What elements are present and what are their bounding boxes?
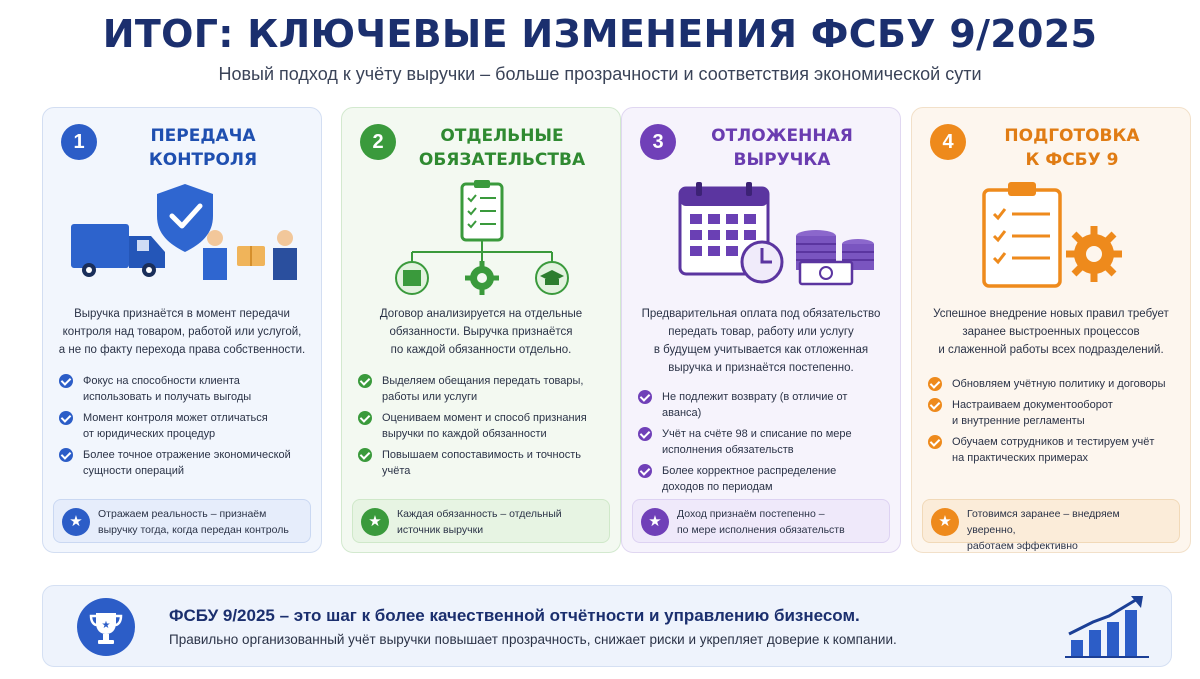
- check-icon: [358, 374, 372, 388]
- list-item: Более точное отражение экономической сущности операций: [59, 447, 309, 479]
- check-icon: [638, 464, 652, 478]
- list-item: Обновляем учётную политику и договоры: [928, 376, 1178, 392]
- footer-text: Правильно организованный учёт выручки повышает прозрачность, снижает риски и укрепляет доверие к компании.: [169, 632, 897, 647]
- card-description: Предварительная оплата под обязательство передать товар, работу или услугу в будущем учитывается как отложенная выручка и признаётся постепенно.: [641, 308, 881, 374]
- card-number-badge: 4: [930, 124, 966, 160]
- card-separate-obligations: [341, 107, 621, 553]
- card-illustration: [53, 178, 313, 398]
- star-icon: ★: [361, 508, 389, 536]
- card-preparation: [911, 107, 1191, 553]
- check-icon: [358, 448, 372, 462]
- card-bullet-list: [638, 389, 888, 500]
- page-subtitle: Новый подход к учёту выручки – больше прозрачности и соответствия экономической сути: [218, 64, 982, 84]
- list-item: Более корректное распределение доходов по периодам: [638, 463, 888, 495]
- check-icon: [358, 411, 372, 425]
- list-item: Повышаем сопоставимость и точность учёта: [358, 447, 608, 479]
- check-icon: [928, 377, 942, 391]
- check-icon: [928, 398, 942, 412]
- card-number-badge: 2: [360, 124, 396, 160]
- star-icon: ★: [641, 508, 669, 536]
- box-icon: [396, 262, 428, 294]
- card-title: ПОДГОТОВКА К ФСБУ 9: [1004, 126, 1140, 170]
- card-header: [358, 122, 608, 182]
- card-header: [928, 122, 1178, 182]
- list-item: Настраиваем документооборот и внутренние регламенты: [928, 397, 1178, 429]
- gear-icon: [1066, 226, 1122, 282]
- trophy-icon: [77, 598, 135, 656]
- checklist-clipboard-icon: [984, 182, 1060, 286]
- list-item: Учёт на счёте 98 и списание по мере исполнения обязательств: [638, 426, 888, 458]
- checklist-clipboard-icon: [462, 180, 502, 240]
- check-icon: [928, 435, 942, 449]
- card-description: Договор анализируется на отдельные обязанности. Выручка признаётся по каждой обязанности отдельно.: [379, 308, 583, 356]
- card-bullet-list: [59, 373, 309, 484]
- card-title: ОТДЕЛЬНЫЕ ОБЯЗАТЕЛЬСТВА: [418, 126, 586, 170]
- star-icon: ★: [62, 508, 90, 536]
- handover-people-icon: [203, 230, 297, 280]
- card-summary-note: [922, 499, 1180, 552]
- truck-icon: [71, 224, 165, 277]
- gear-icon: [465, 261, 499, 295]
- page-title: ИТОГ: КЛЮЧЕВЫЕ ИЗМЕНЕНИЯ ФСБУ 9/2025: [102, 12, 1098, 56]
- star-icon: ★: [931, 508, 959, 536]
- check-icon: [638, 427, 652, 441]
- list-item: Не подлежит возврату (в отличие от аванса): [638, 389, 888, 421]
- card-number-badge: 1: [61, 124, 97, 160]
- graduation-cap-icon: [536, 262, 568, 294]
- card-deferred-revenue: [621, 107, 901, 553]
- card-number-badge: 3: [640, 124, 676, 160]
- card-header: [638, 122, 888, 182]
- list-item: Фокус на способности клиента использовать и получать выгоды: [59, 373, 309, 405]
- list-item: Оцениваем момент и способ признания выручки по каждой обязанности: [358, 410, 608, 442]
- svg-text:★: ★: [101, 620, 111, 631]
- card-description: Успешное внедрение новых правил требует заранее выстроенных процессов и слаженной работы всех подразделений.: [933, 308, 1169, 356]
- card-illustration: [922, 178, 1182, 398]
- check-icon: [59, 448, 73, 462]
- shield-check-icon: [157, 184, 213, 252]
- note-text: Отражаем реальность – признаём выручку тогда, когда передан контроль: [98, 508, 289, 536]
- card-description: Выручка признаётся в момент передачи контроля над товаром, работой или услугой, а не по факту перехода права собственности.: [58, 308, 306, 356]
- card-illustration: [352, 178, 612, 398]
- list-item: Момент контроля может отличаться от юридических процедур: [59, 410, 309, 442]
- banknote-icon: [800, 262, 852, 284]
- footer-banner: [42, 585, 1172, 667]
- note-text: Готовимся заранее – внедряем уверенно, работаем эффективно: [967, 508, 1120, 552]
- card-summary-note: [53, 499, 311, 543]
- card-summary-note: [352, 499, 610, 543]
- check-icon: [59, 411, 73, 425]
- check-icon: [638, 390, 652, 404]
- card-transfer-of-control: [42, 107, 322, 553]
- card-bullet-list: [358, 373, 608, 484]
- card-title: ПЕРЕДАЧА КОНТРОЛЯ: [148, 126, 258, 170]
- note-text: Каждая обязанность – отдельный источник выручки: [397, 508, 562, 536]
- list-item: Обучаем сотрудников и тестируем учёт на практических примерах: [928, 434, 1178, 466]
- card-summary-note: [632, 499, 890, 543]
- growth-chart-icon: [1065, 594, 1155, 665]
- card-header: [59, 122, 309, 182]
- clock-icon: [742, 242, 782, 282]
- footer-headline: ФСБУ 9/2025 – это шаг к более качественной отчётности и управлению бизнесом.: [169, 606, 860, 625]
- note-text: Доход признаём постепенно – по мере исполнения обязательств: [677, 508, 845, 536]
- card-bullet-list: [928, 376, 1178, 471]
- check-icon: [59, 374, 73, 388]
- card-title: ОТЛОЖЕННАЯ ВЫРУЧКА: [711, 126, 853, 170]
- list-item: Выделяем обещания передать товары, работы или услуги: [358, 373, 608, 405]
